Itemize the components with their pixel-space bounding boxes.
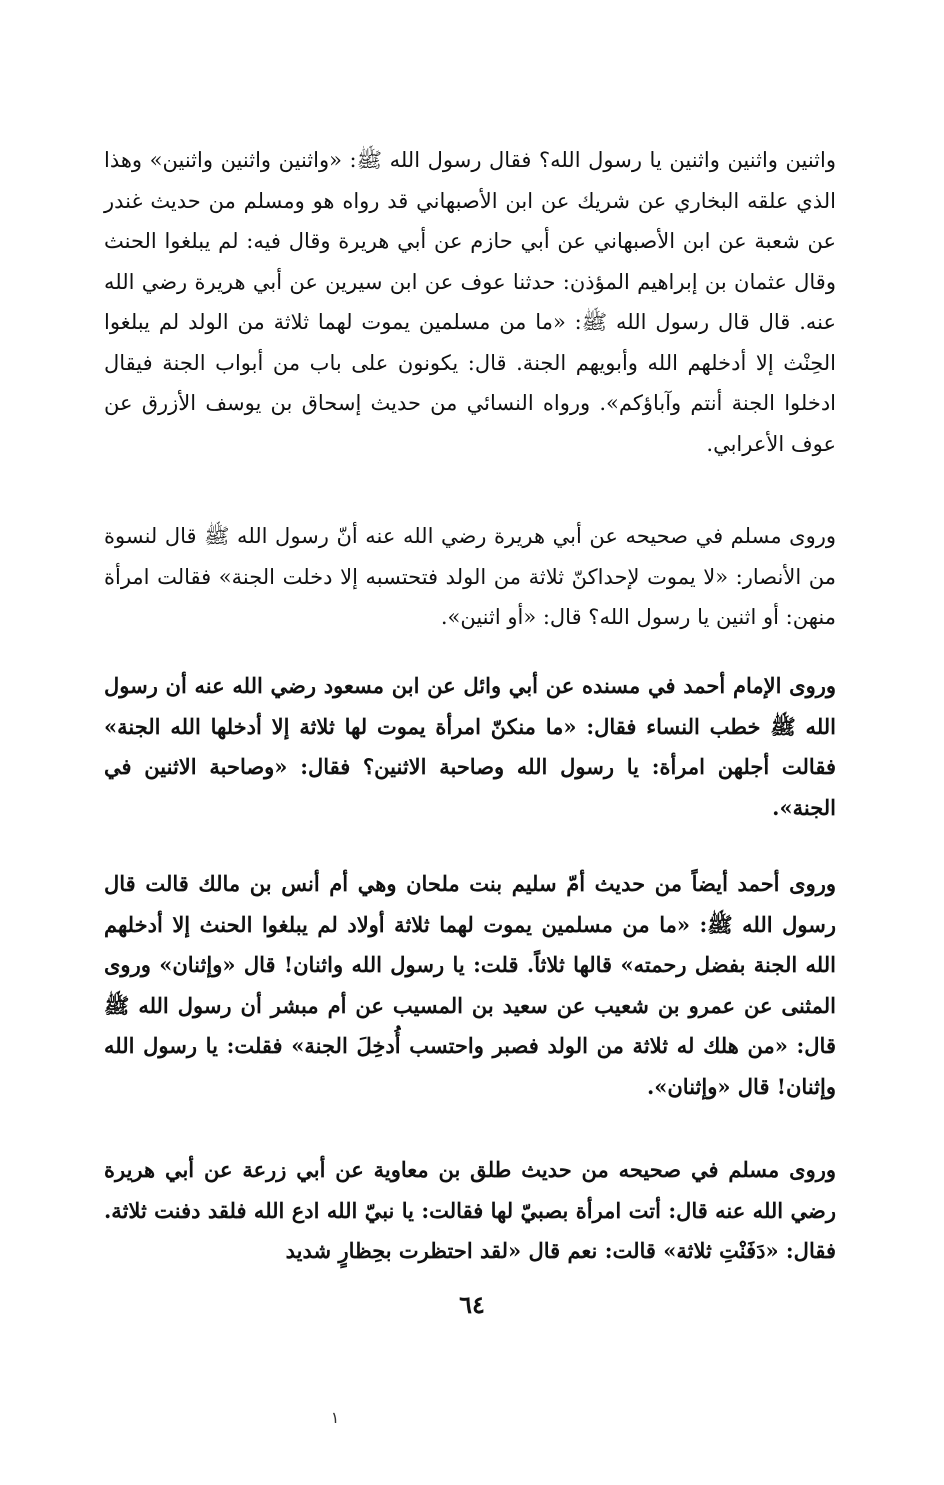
paragraph-muslim-talq: وروى مسلم في صحيحه من حديث طلق بن معاوية عن أبي زرعة عن أبي هريرة رضي الله عنه قال: أتت امرأة بصبيّ لها فقالت: يا نبيّ الله ادع الله فلقد دفنت ثلاثة. فقال: «دَفَنْتِ ثلاثة» قالت: نعم قال «لقد احتظرت بحِظارٍ شديد (104, 1157, 836, 1263)
paragraph-ahmad-umm-sulaym: وروى أحمد أيضاً من حديث أمّ سليم بنت ملحان وهي أم أنس بن مالك قالت قال رسول الله ﷺ: «ما من مسلمين يموت لهما ثلاثة أولاد لم يبلغوا الحنث إلا أدخلهم الله الجنة بفضل رحمته» قالها ثلاثاً. قلت: يا رسول الله واثنان! قال «وإثنان» وروى المثنى عن عمرو بن شعيب عن سعيد بن المسيب عن أم مبشر أن رسول الله ﷺ قال: «من هلك له ثلاثة من الولد فصبر واحتسب أُدخِلَ الجنة» فقلت: يا رسول الله وإثنان! قال «وإثنان». (104, 871, 836, 1099)
stray-mark: ١ (330, 1408, 340, 1427)
paragraph-muslim-ansar: وروى مسلم في صحيحه عن أبي هريرة رضي الله عنه أنّ رسول الله ﷺ قال لنسوة من الأنصار: «لا يموت لإحداكنّ ثلاثة من الولد فتحتسبه إلا دخلت الجنة» فقالت امرأة منهن: أو اثنين يا رسول الله؟ قال: «أو اثنين». (104, 524, 836, 629)
paragraph-ahmad-ibn-masud: وروى الإمام أحمد في مسنده عن أبي وائل عن ابن مسعود رضي الله عنه أن رسول الله ﷺ خطب النساء فقال: «ما منكنّ امرأة يموت لها ثلاثة إلا أدخلها الله الجنة» فقالت أجلهن امرأة: يا رسول الله وصاحبة الاثنين؟ فقال: «وصاحبة الاثنين في الجنة». (104, 673, 836, 820)
paragraph-hadith-ibn-sirin: واثنين واثنين واثنين يا رسول الله؟ فقال رسول الله ﷺ: «واثنين واثنين واثنين» وهذا الذي علقه البخاري عن شريك عن ابن الأصبهاني قد رواه هو ومسلم من حديث غندر عن شعبة عن ابن الأصبهاني عن أبي حازم عن أبي هريرة وقال فيه: لم يبلغوا الحنث وقال عثمان بن إبراهيم المؤذن: حدثنا عوف عن ابن سيرين عن أبي هريرة رضي الله عنه. قال قال رسول الله ﷺ: «ما من مسلمين يموت لهما ثلاثة من الولد لم يبلغوا الحِنْث إلا أدخلهم الله وأبويهم الجنة. قال: يكونون على باب من أبواب الجنة فيقال ادخلوا الجنة أنتم وآباؤكم». ورواه النسائي من حديث إسحاق بن يوسف الأزرق عن عوف الأعرابي. (104, 148, 836, 456)
page-number: ٦٤ (459, 1290, 485, 1319)
